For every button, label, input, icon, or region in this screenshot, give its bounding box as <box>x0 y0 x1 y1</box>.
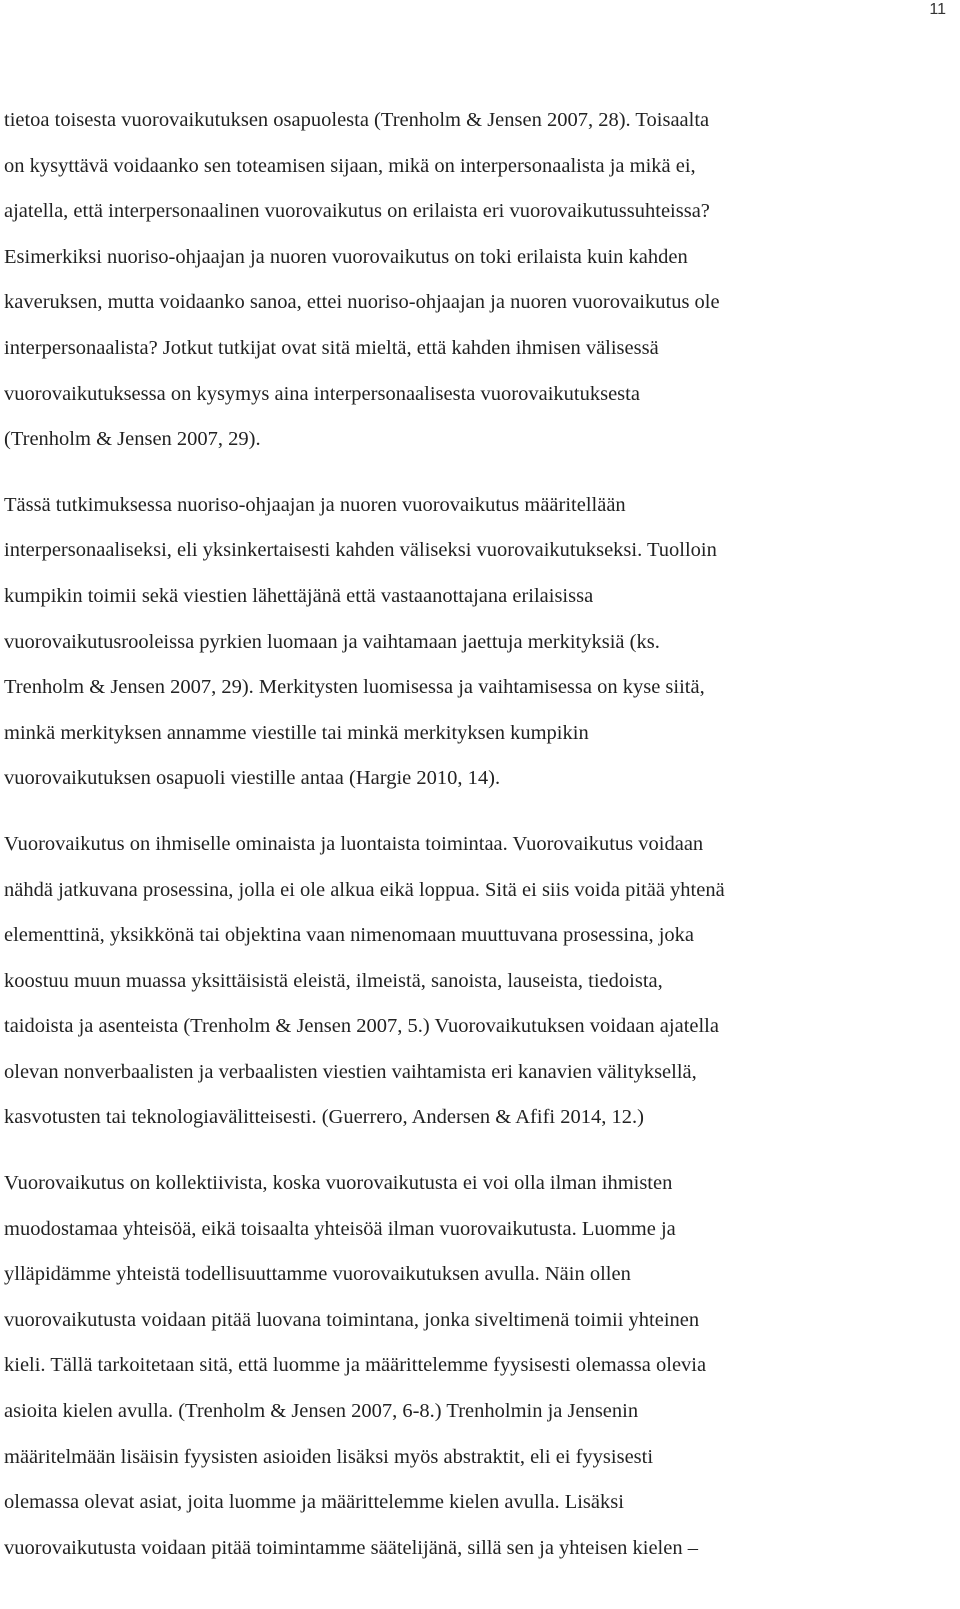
paragraph-1 <box>4 98 954 463</box>
text-line: Tässä tutkimuksessa nuoriso-ohjaajan ja nuoren vuorovaikutus määritellään <box>4 493 626 516</box>
text-line: tietoa toisesta vuorovaikutuksen osapuolesta (Trenholm & Jensen 2007, 28). Toisaalta <box>4 109 710 131</box>
text-line: elementtinä, yksikkönä tai objektina vaan nimenomaan muuttuvana prosessina, joka <box>4 924 694 947</box>
text-line: Trenholm & Jensen 2007, 29). Merkitysten luomisessa ja vaihtamisessa on kyse siitä, <box>4 676 705 699</box>
text-line: kumpikin toimii sekä viestien lähettäjänä että vastaanottajana erilaisissa <box>4 584 594 607</box>
text-line: kasvotusten tai teknologiavälitteisesti. (Guerrero, Andersen & Afifi 2014, 12.) <box>4 1106 644 1129</box>
text-line: asioita kielen avulla. (Trenholm & Jensen 2007, 6-8.) Trenholmin ja Jensenin <box>4 1400 639 1423</box>
text-line: muodostamaa yhteisöä, eikä toisaalta yhteisöä ilman vuorovaikutusta. Luomme ja <box>4 1217 676 1240</box>
paragraph-3 <box>4 822 954 1141</box>
body-text <box>4 98 954 1571</box>
text-line: määritelmään lisäisin fyysisten asioiden lisäksi myös abstraktit, eli ei fyysisesti <box>4 1445 654 1468</box>
paragraph-4 <box>4 1161 954 1571</box>
paragraph-2 <box>4 483 954 802</box>
text-line: olevan nonverbaalisten ja verbaalisten viestien vaihtamista eri kanavien välityksellä, <box>4 1060 697 1083</box>
text-line: interpersonaaliseksi, eli yksinkertaisesti kahden väliseksi vuorovaikutukseksi. Tuolloin <box>4 539 717 562</box>
text-line: kaveruksen, mutta voidaanko sanoa, ettei nuoriso-ohjaajan ja nuoren vuorovaikutus ole <box>4 291 720 314</box>
text-line: kieli. Tällä tarkoitetaan sitä, että luomme ja määrittelemme fyysisesti olemassa olevia <box>4 1354 707 1377</box>
text-line: vuorovaikutusrooleissa pyrkien luomaan ja vaihtamaan jaettuja merkityksiä (ks. <box>4 630 660 653</box>
text-line: vuorovaikutusta voidaan pitää luovana toimintana, jonka siveltimenä toimii yhteinen <box>4 1308 700 1331</box>
text-line: Vuorovaikutus on ihmiselle ominaista ja luontaista toimintaa. Vuorovaikutus voidaan <box>4 832 704 855</box>
text-line: Esimerkiksi nuoriso-ohjaajan ja nuoren vuorovaikutus on toki erilaista kuin kahden <box>4 245 688 268</box>
text-line: taidoista ja asenteista (Trenholm & Jensen 2007, 5.) Vuorovaikutuksen voidaan ajatella <box>4 1015 719 1038</box>
text-line: koostuu muun muassa yksittäisistä eleistä, ilmeistä, sanoista, lauseista, tiedoista, <box>4 969 663 992</box>
text-line: ajatella, että interpersonaalinen vuorovaikutus on erilaista eri vuorovaikutussuhteissa? <box>4 200 710 223</box>
text-line: minkä merkityksen annamme viestille tai minkä merkityksen kumpikin <box>4 721 589 744</box>
text-line: vuorovaikutuksen osapuoli viestille antaa (Hargie 2010, 14). <box>4 767 501 790</box>
text-line: (Trenholm & Jensen 2007, 29). <box>4 428 261 451</box>
text-line: vuorovaikutuksessa on kysymys aina interpersonaalisesta vuorovaikutuksesta <box>4 382 640 405</box>
text-line: on kysyttävä voidaanko sen toteamisen sijaan, mikä on interpersonaalista ja mikä ei, <box>4 154 696 177</box>
text-line: vuorovaikutusta voidaan pitää toimintamme säätelijänä, sillä sen ja yhteisen kielen – <box>4 1536 698 1559</box>
text-line: interpersonaalista? Jotkut tutkijat ovat sitä mieltä, että kahden ihmisen välisessä <box>4 336 659 359</box>
page-number: 11 <box>929 1 946 18</box>
text-line: Vuorovaikutus on kollektiivista, koska vuorovaikutusta ei voi olla ilman ihmisten <box>4 1172 673 1195</box>
text-line: nähdä jatkuvana prosessina, jolla ei ole alkua eikä loppua. Sitä ei siis voida pitää yhtenä <box>4 878 725 901</box>
text-line: olemassa olevat asiat, joita luomme ja määrittelemme kielen avulla. Lisäksi <box>4 1491 624 1514</box>
text-line: ylläpidämme yhteistä todellisuuttamme vuorovaikutuksen avulla. Näin ollen <box>4 1263 631 1286</box>
